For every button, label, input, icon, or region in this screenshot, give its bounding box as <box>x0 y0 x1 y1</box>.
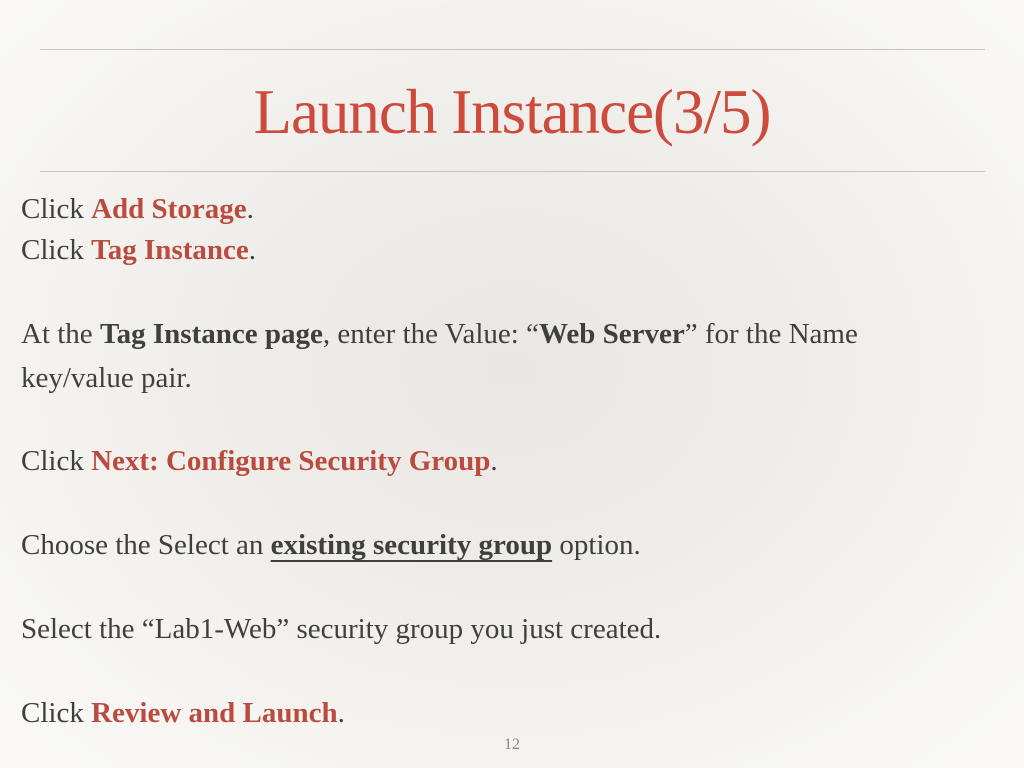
step-suffix: . <box>490 445 498 477</box>
step-select-lab1-web: Select the “Lab1-Web” security group you just created. <box>21 613 662 645</box>
step-enter-value-continuation: key/value pair. <box>21 362 192 394</box>
step-text: , enter the Value: “ <box>322 318 539 350</box>
step-text: ” for the Name <box>684 318 858 350</box>
add-storage-action: Add Storage <box>91 193 247 225</box>
step-tag-instance <box>21 232 256 268</box>
step-enter-value <box>21 316 858 352</box>
step-prefix: Choose the Select an <box>21 529 271 561</box>
page-number: 12 <box>504 736 520 753</box>
top-divider <box>40 49 985 50</box>
tag-instance-page-name: Tag Instance page <box>99 318 323 350</box>
step-configure-security-group <box>21 443 498 479</box>
step-suffix: option. <box>552 529 641 561</box>
tag-instance-action: Tag Instance <box>91 234 249 266</box>
web-server-value: Web Server <box>538 318 685 350</box>
existing-security-group-option: existing security group <box>270 529 553 561</box>
configure-security-group-action: Next: Configure Security Group <box>91 445 491 477</box>
title-divider <box>40 171 985 172</box>
step-choose-existing-group <box>21 527 641 563</box>
step-prefix: Click <box>21 697 92 729</box>
step-review-and-launch <box>21 695 345 731</box>
step-add-storage <box>21 191 254 227</box>
review-and-launch-action: Review and Launch <box>91 697 338 729</box>
step-suffix: . <box>248 234 257 266</box>
step-prefix: Click <box>21 193 92 225</box>
step-prefix: Click <box>21 234 92 266</box>
slide-title: Launch Instance(3/5) <box>253 77 771 147</box>
step-text: At the <box>21 318 100 350</box>
step-suffix: . <box>337 697 345 729</box>
step-prefix: Click <box>21 445 92 477</box>
step-suffix: . <box>246 193 254 225</box>
